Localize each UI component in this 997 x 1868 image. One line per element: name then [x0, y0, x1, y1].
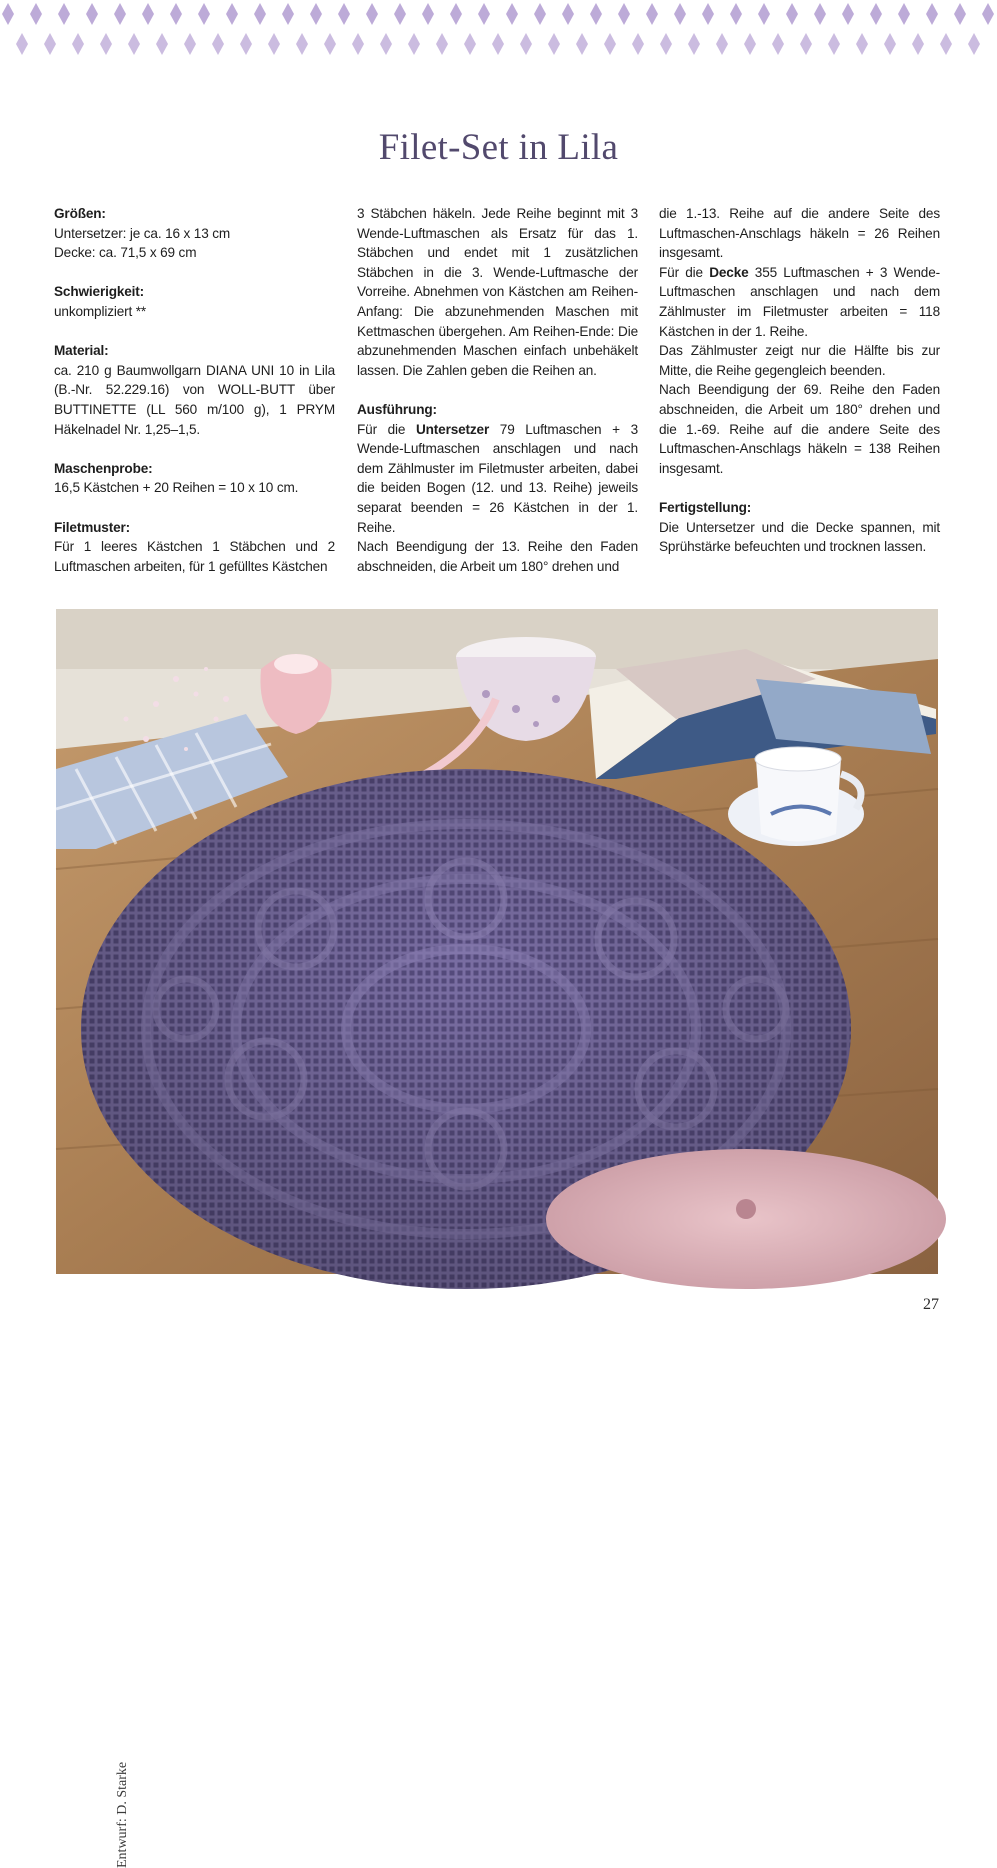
- border-diamond: [86, 3, 98, 25]
- gauge-text: 16,5 Kästchen + 20 Reihen = 10 x 10 cm.: [54, 480, 299, 496]
- border-diamond: [534, 3, 546, 25]
- border-diamond: [352, 33, 364, 55]
- border-diamond: [520, 33, 532, 55]
- border-diamond: [954, 3, 966, 25]
- border-diamond: [660, 33, 672, 55]
- text-column-right: [659, 204, 940, 557]
- heading-fertigstellung: Fertigstellung:: [659, 499, 752, 515]
- keyword-untersetzer: Untersetzer: [415, 421, 490, 437]
- border-diamond: [786, 3, 798, 25]
- border-diamond: [674, 3, 686, 25]
- instructions-coaster: Für die Untersetzer 79 Luftmaschen + 3 Wende-Luftmaschen anschlagen und nach dem Zählmuster im Filetmuster arbeiten, dabei die beiden Bogen (12. und 13. Reihe) jeweils separat beenden = 26 Kästchen in der 1. Reihe.: [357, 421, 638, 535]
- finishing-text: Die Untersetzer und die Decke spannen, mit Sprühstärke befeuchten und trocknen lassen.: [659, 519, 940, 555]
- border-diamond: [324, 33, 336, 55]
- instructions-chart-note: Das Zählmuster zeigt nur die Hälfte bis zur Mitte, die Reihe gegengleich beenden.: [659, 343, 940, 378]
- border-diamond: [338, 3, 350, 25]
- border-diamond: [72, 33, 84, 55]
- border-diamond: [968, 33, 980, 55]
- border-diamond: [310, 3, 322, 25]
- border-diamond: [100, 33, 112, 55]
- page-number: 27: [923, 1296, 939, 1313]
- border-diamond: [730, 3, 742, 25]
- border-diamond: [590, 3, 602, 25]
- instructions-blanket: Für die Decke 355 Luftmaschen + 3 Wende-Luftmaschen anschlagen und nach dem Zählmuster im Filetmuster arbeiten = 118 Kästchen in der 1. Reihe.: [659, 264, 940, 339]
- border-diamond: [30, 3, 42, 25]
- border-diamond: [898, 3, 910, 25]
- border-diamond: [44, 33, 56, 55]
- text-column-middle: [357, 204, 638, 576]
- difficulty-text: unkompliziert **: [54, 303, 147, 319]
- border-diamond: [646, 3, 658, 25]
- border-diamond: [422, 3, 434, 25]
- border-diamond: [380, 33, 392, 55]
- border-diamond: [268, 33, 280, 55]
- page-title: Filet-Set in Lila: [378, 127, 619, 168]
- keyword-decke: Decke: [709, 264, 749, 280]
- crochet-doily-photo-icon: [56, 609, 938, 1274]
- heading-groessen: Größen:: [54, 206, 106, 221]
- border-diamond: [184, 33, 196, 55]
- border-diamond: [464, 33, 476, 55]
- border-diamond: [576, 33, 588, 55]
- border-diamond: [506, 3, 518, 25]
- filet-pattern-text: Für 1 leeres Kästchen 1 Stäbchen und 2 Luftmaschen arbeiten, für 1 gefülltes Kästchen: [54, 539, 335, 574]
- border-diamond: [142, 3, 154, 25]
- border-diamond: [632, 33, 644, 55]
- heading-material: Material:: [54, 343, 109, 359]
- border-diamond: [198, 3, 210, 25]
- border-diamond: [296, 33, 308, 55]
- border-diamond: [982, 3, 994, 25]
- border-diamond: [282, 3, 294, 25]
- border-diamond: [800, 33, 812, 55]
- border-diamond: [226, 3, 238, 25]
- border-diamond: [548, 33, 560, 55]
- border-diamond: [2, 3, 14, 25]
- border-diamond: [604, 33, 616, 55]
- border-diamond: [702, 3, 714, 25]
- size-blanket: Decke: ca. 71,5 x 69 cm: [54, 245, 197, 261]
- border-diamond: [212, 33, 224, 55]
- border-diamond: [688, 33, 700, 55]
- size-coaster: Untersetzer: je ca. 16 x 13 cm: [54, 225, 231, 241]
- border-diamond: [408, 33, 420, 55]
- border-diamond: [562, 3, 574, 25]
- instructions-rows-coaster: die 1.-13. Reihe auf die andere Seite des Luftmaschen-Anschlags häkeln = 26 Reihen insgesamt.: [659, 206, 940, 261]
- border-diamond: [618, 3, 630, 25]
- border-diamond: [128, 33, 140, 55]
- border-diamond: [884, 33, 896, 55]
- photo-credit: Entwurf: D. Starke: [115, 1761, 130, 1868]
- border-diamond: [814, 3, 826, 25]
- text-column-left: [54, 204, 335, 576]
- border-diamond: [856, 33, 868, 55]
- border-diamond: [114, 3, 126, 25]
- border-diamond: [842, 3, 854, 25]
- heading-ausfuehrung: Ausführung:: [357, 401, 437, 417]
- border-diamond: [240, 33, 252, 55]
- instructions-coaster-continued: Nach Beendigung der 13. Reihe den Faden abschneiden, die Arbeit um 180° drehen und: [357, 539, 638, 574]
- border-diamond: [492, 33, 504, 55]
- border-diamond: [394, 3, 406, 25]
- instructions-blanket-finish: Nach Beendigung der 69. Reihe den Faden abschneiden, die Arbeit um 180° drehen und die 1.-69. Reihe auf die andere Seite des Luftmaschen-Anschlags häkeln = 138 Reihen insgesamt.: [659, 382, 940, 476]
- border-diamond: [772, 33, 784, 55]
- heading-maschenprobe: Maschenprobe:: [54, 460, 153, 476]
- heading-filetmuster: Filetmuster:: [54, 519, 130, 535]
- filet-pattern-continued: 3 Stäbchen häkeln. Jede Reihe beginnt mit 3 Wende-Luftmaschen als Ersatz für das 1. Stäbchen und endet mit 1 zusätzlichen Stäbchen in die 3. Wende-Luftmasche der Vorreihe. Abnehmen von Kästchen am Reihen-Anfang: Die abzunehmenden Maschen mit Kettmaschen übergehen. Am Reihen-Ende: Die abzunehmenden Maschen einfach unbehäkelt lassen. Die Zahlen geben die Reihen an.: [357, 206, 638, 378]
- decorative-border: [0, 0, 997, 64]
- border-diamond: [758, 3, 770, 25]
- border-diamond: [436, 33, 448, 55]
- border-diamond: [254, 3, 266, 25]
- border-diamond: [478, 3, 490, 25]
- border-diamond: [744, 33, 756, 55]
- border-diamond: [828, 33, 840, 55]
- border-diamond: [926, 3, 938, 25]
- border-diamond: [58, 3, 70, 25]
- border-diamond: [156, 33, 168, 55]
- border-diamond: [912, 33, 924, 55]
- material-text: ca. 210 g Baumwollgarn DIANA UNI 10 in Lila (B.-Nr. 52.229.16) von WOLL-BUTT über BUTTINETTE (LL 560 m/100 g), 1 PRYM Häkelnadel Nr. 1,25–1,5.: [54, 362, 335, 437]
- border-diamond: [940, 33, 952, 55]
- heading-schwierigkeit: Schwierigkeit:: [54, 284, 145, 300]
- border-diamond: [16, 33, 28, 55]
- border-diamond: [716, 33, 728, 55]
- border-diamond: [870, 3, 882, 25]
- border-diamond: [450, 3, 462, 25]
- border-diamond: [366, 3, 378, 25]
- border-diamond: [170, 3, 182, 25]
